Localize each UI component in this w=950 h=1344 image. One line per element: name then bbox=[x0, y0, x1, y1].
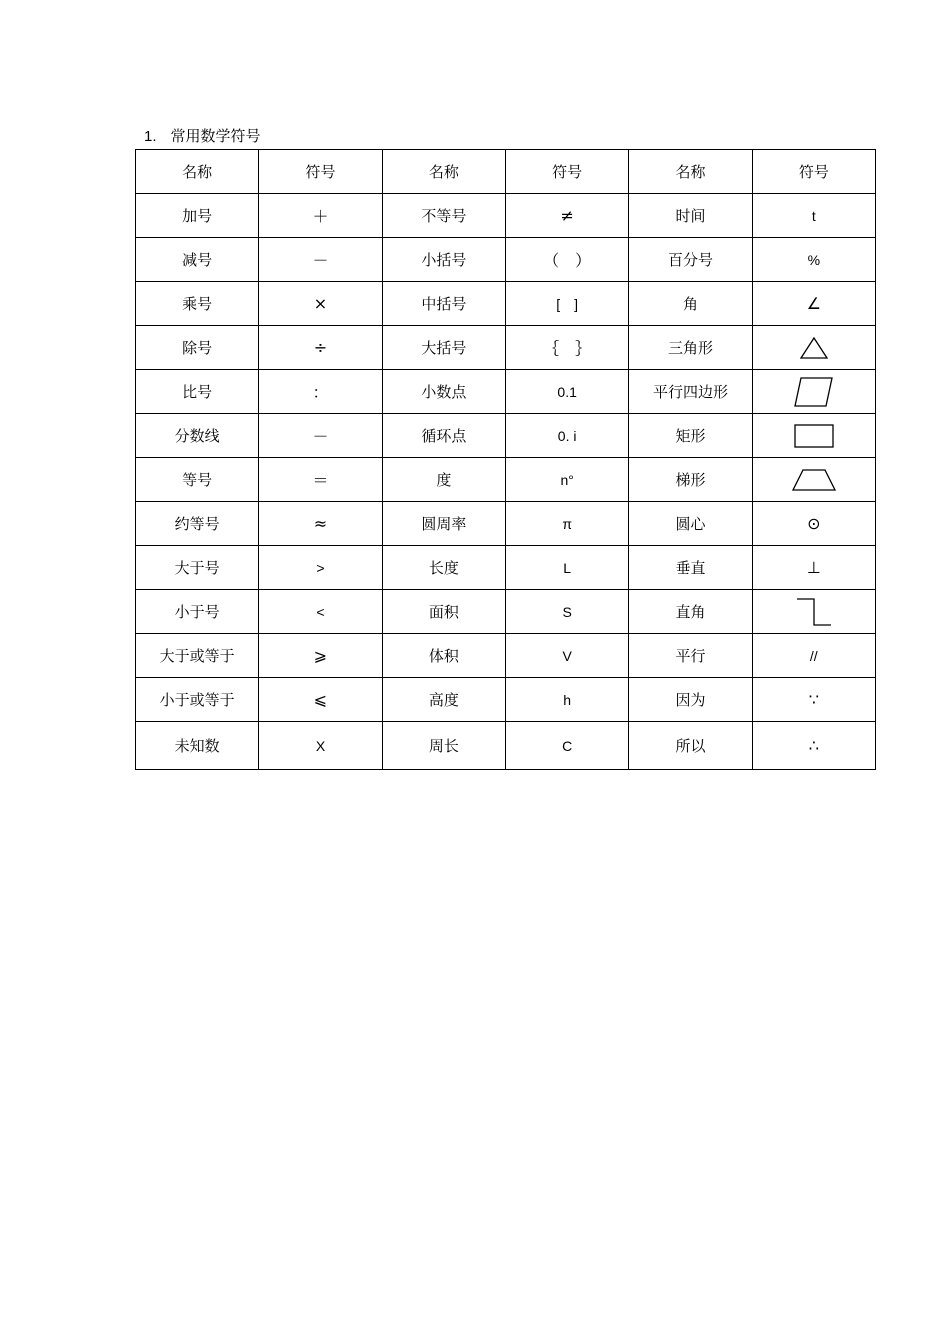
symbol-name-cell: 大于或等于 bbox=[136, 634, 259, 678]
symbol-cell: － bbox=[259, 414, 382, 458]
symbol-cell: × bbox=[259, 282, 382, 326]
symbol-name-cell: 循环点 bbox=[382, 414, 505, 458]
table-row bbox=[136, 458, 876, 502]
symbol-cell: ∵ bbox=[752, 678, 875, 722]
symbol-cell bbox=[752, 414, 875, 458]
table-row bbox=[136, 722, 876, 770]
symbol-cell bbox=[752, 326, 875, 370]
symbol-cell: ÷ bbox=[259, 326, 382, 370]
symbol-name-cell: 圆心 bbox=[629, 502, 752, 546]
table-row bbox=[136, 590, 876, 634]
symbol-cell: V bbox=[505, 634, 628, 678]
section-heading bbox=[144, 126, 261, 147]
symbol-name-cell: 除号 bbox=[136, 326, 259, 370]
table-row bbox=[136, 326, 876, 370]
table-row bbox=[136, 502, 876, 546]
symbol-cell: ≈ bbox=[259, 502, 382, 546]
symbol-name-cell: 约等号 bbox=[136, 502, 259, 546]
symbol-cell: S bbox=[505, 590, 628, 634]
symbol-cell: < bbox=[259, 590, 382, 634]
symbol-name-cell: 角 bbox=[629, 282, 752, 326]
header-name: 名称 bbox=[136, 150, 259, 194]
symbol-name-cell: 小于或等于 bbox=[136, 678, 259, 722]
header-name: 名称 bbox=[382, 150, 505, 194]
symbol-cell: ＝ bbox=[259, 458, 382, 502]
symbol-name-cell: 长度 bbox=[382, 546, 505, 590]
triangle-icon bbox=[753, 335, 875, 361]
symbol-cell: n° bbox=[505, 458, 628, 502]
symbol-cell bbox=[752, 370, 875, 414]
symbol-cell: ｛ ｝ bbox=[505, 326, 628, 370]
symbol-name-cell: 小括号 bbox=[382, 238, 505, 282]
math-symbols-table bbox=[135, 149, 876, 770]
symbol-cell: h bbox=[505, 678, 628, 722]
symbol-name-cell: 时间 bbox=[629, 194, 752, 238]
symbol-cell: 0.1 bbox=[505, 370, 628, 414]
section-number: 1. bbox=[144, 128, 157, 145]
symbol-cell: ∠ bbox=[752, 282, 875, 326]
symbol-name-cell: 减号 bbox=[136, 238, 259, 282]
header-name: 名称 bbox=[629, 150, 752, 194]
symbol-name-cell: 中括号 bbox=[382, 282, 505, 326]
symbol-name-cell: 所以 bbox=[629, 722, 752, 770]
symbol-cell: X bbox=[259, 722, 382, 770]
table-row bbox=[136, 546, 876, 590]
symbol-name-cell: 度 bbox=[382, 458, 505, 502]
symbol-name-cell: 大于号 bbox=[136, 546, 259, 590]
header-symbol: 符号 bbox=[505, 150, 628, 194]
trapezoid-icon bbox=[753, 468, 875, 492]
symbol-name-cell: 圆周率 bbox=[382, 502, 505, 546]
symbol-name-cell: 垂直 bbox=[629, 546, 752, 590]
rectangle-icon bbox=[753, 422, 875, 450]
symbol-cell: π bbox=[505, 502, 628, 546]
symbol-name-cell: 不等号 bbox=[382, 194, 505, 238]
table-row bbox=[136, 238, 876, 282]
symbol-name-cell: 因为 bbox=[629, 678, 752, 722]
symbol-cell: > bbox=[259, 546, 382, 590]
symbol-cell: [ ] bbox=[505, 282, 628, 326]
symbol-cell: ＋ bbox=[259, 194, 382, 238]
symbol-name-cell: 比号 bbox=[136, 370, 259, 414]
symbol-name-cell: 大括号 bbox=[382, 326, 505, 370]
symbol-name-cell: 未知数 bbox=[136, 722, 259, 770]
symbol-name-cell: 面积 bbox=[382, 590, 505, 634]
symbol-cell: ： bbox=[259, 370, 382, 414]
symbol-name-cell: 矩形 bbox=[629, 414, 752, 458]
symbol-cell: 0. i bbox=[505, 414, 628, 458]
table-row bbox=[136, 194, 876, 238]
symbol-name-cell: 平行四边形 bbox=[629, 370, 752, 414]
symbol-cell: ⊥ bbox=[752, 546, 875, 590]
right-angle-icon bbox=[753, 596, 875, 628]
symbol-cell: ≠ bbox=[505, 194, 628, 238]
symbol-cell: － bbox=[259, 238, 382, 282]
table-row bbox=[136, 370, 876, 414]
header-symbol: 符号 bbox=[259, 150, 382, 194]
table-row bbox=[136, 414, 876, 458]
symbol-cell: ∴ bbox=[752, 722, 875, 770]
table-row bbox=[136, 634, 876, 678]
symbol-cell: C bbox=[505, 722, 628, 770]
symbol-name-cell: 直角 bbox=[629, 590, 752, 634]
symbol-name-cell: 乘号 bbox=[136, 282, 259, 326]
symbol-name-cell: 体积 bbox=[382, 634, 505, 678]
symbol-cell bbox=[752, 590, 875, 634]
symbol-name-cell: 周长 bbox=[382, 722, 505, 770]
table-row bbox=[136, 678, 876, 722]
symbol-cell: （ ） bbox=[505, 238, 628, 282]
symbol-name-cell: 梯形 bbox=[629, 458, 752, 502]
table-header-row bbox=[136, 150, 876, 194]
table-row bbox=[136, 282, 876, 326]
symbol-name-cell: 小于号 bbox=[136, 590, 259, 634]
symbol-cell: t bbox=[752, 194, 875, 238]
symbol-cell: ⩽ bbox=[259, 678, 382, 722]
symbol-cell: // bbox=[752, 634, 875, 678]
section-title: 常用数学符号 bbox=[170, 127, 261, 145]
symbol-name-cell: 平行 bbox=[629, 634, 752, 678]
symbol-name-cell: 三角形 bbox=[629, 326, 752, 370]
symbol-cell bbox=[752, 458, 875, 502]
symbol-cell: ⊙ bbox=[752, 502, 875, 546]
header-symbol: 符号 bbox=[752, 150, 875, 194]
symbol-cell: % bbox=[752, 238, 875, 282]
symbol-name-cell: 分数线 bbox=[136, 414, 259, 458]
symbol-name-cell: 等号 bbox=[136, 458, 259, 502]
symbol-cell: L bbox=[505, 546, 628, 590]
symbol-name-cell: 百分号 bbox=[629, 238, 752, 282]
symbol-name-cell: 加号 bbox=[136, 194, 259, 238]
parallelogram-icon bbox=[753, 376, 875, 408]
symbol-name-cell: 小数点 bbox=[382, 370, 505, 414]
symbol-name-cell: 高度 bbox=[382, 678, 505, 722]
symbol-cell: ⩾ bbox=[259, 634, 382, 678]
